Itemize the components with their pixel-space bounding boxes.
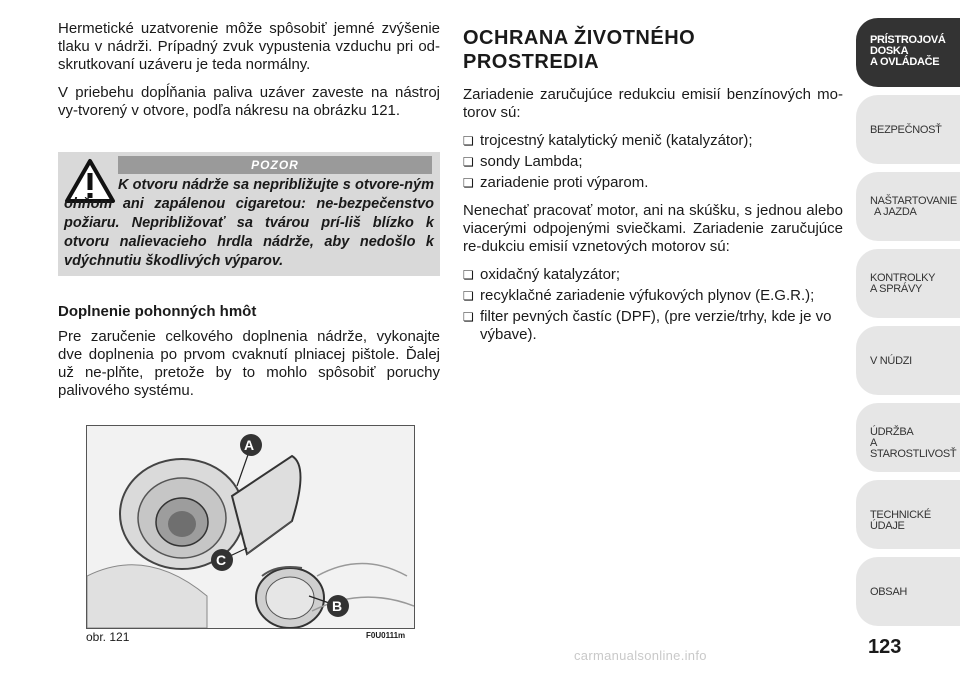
tab-safety[interactable]: BEZPEČNOSŤ [856,95,960,164]
fuel-cap-illustration [87,426,414,628]
right-column [463,26,843,354]
tab-instrument-panel[interactable]: PRÍSTROJOVÁ DOSKA A OVLÁDAČE [856,18,960,87]
tab-maintenance[interactable]: ÚDRŽBA A STAROSTLIVOSŤ [856,403,960,472]
figure-fuel-cap [86,425,415,629]
callout-c-label: C [216,552,227,568]
figure-caption: obr. 121 [86,630,130,644]
warning-text: K otvoru nádrže sa nepribližujte s otvore-ným ohňom ani zapálenou cigaretou: ne-bezpečenstvo požiaru. Nepribližovať sa tvárou prí-liš blízko k otvoru nalievacieho hrdla nádrže, aby nedošlo k vdýchnutiu škodlivých výparov. [64,177,434,269]
watermark: carmanualsonline.info [574,648,707,663]
refuel-section [58,303,440,410]
warning-box [58,152,440,276]
figure-code: F0U0111m [366,631,406,640]
list-item: ❏ recyklačné zariadenie výfukových plynov (E.G.R.); [463,287,843,305]
chapter-tabs [856,18,960,634]
heading-line-2: PROSTREDIA [463,51,600,73]
callout-a-label: A [244,437,255,453]
tab-starting-driving[interactable]: NAŠTARTOVANIE A JAZDA [856,172,960,241]
paragraph-hang-cap: V priebehu dopĺňania paliva uzáver zaveste na nástroj vy-tvorený v otvore, podľa nákresu na obrázku 121. [58,84,440,119]
tab-emergency[interactable]: V NÚDZI [856,326,960,395]
list-item: ❏ filter pevných častíc (DPF), (pre verzie/trhy, kde je vo výbave). [463,308,843,344]
tab-contents[interactable]: OBSAH [856,557,960,626]
list-item: ❏ sondy Lambda; [463,153,843,171]
tab-warning-lights[interactable]: KONTROLKY A SPRÁVY [856,249,960,318]
heading-line-1: OCHRANA ŽIVOTNÉHO [463,27,696,49]
list-item: ❏ zariadenie proti výparom. [463,174,843,192]
refuel-subheading: Doplnenie pohonných hmôt [58,303,257,320]
paragraph-spark-plugs: Nenechať pracovať motor, ani na skúšku, s jednou alebo viacerými odpojenými sviečkami. Zariadenie zaručujúce re-dukciu emisií vznetových motorov sú: [463,202,843,255]
list-item: ❏ oxidačný katalyzátor; [463,266,843,284]
callout-b-label: B [332,598,343,614]
list-item: ❏ trojcestný katalytický menič (katalyzátor); [463,132,843,150]
section-heading [463,26,843,74]
page-number: 123 [868,636,902,658]
paragraph-pressure: Hermetické uzatvorenie môže spôsobiť jemné zvýšenie tlaku v nádrži. Prípadný zvuk vypustenia vzduchu pri od-skrutkovaní uzáveru je teda normálny. [58,20,440,73]
left-column [58,20,440,130]
paragraph-emissions-intro: Zariadenie zaručujúce redukciu emisií benzínových mo-torov sú: [463,86,843,121]
petrol-devices-list [463,132,843,192]
warning-label: POZOR [118,156,432,174]
diesel-devices-list [463,266,843,344]
tab-technical-data[interactable]: TECHNICKÉ ÚDAJE [856,480,960,549]
paragraph-refuel: Pre zaručenie celkového doplnenia nádrže, vykonajte dve doplnenia po prvom cvaknutí plniacej pištole. Ďalej už ne-plňte, pretože by to mohlo spôsobiť poruchy palivového systému. [58,328,440,399]
